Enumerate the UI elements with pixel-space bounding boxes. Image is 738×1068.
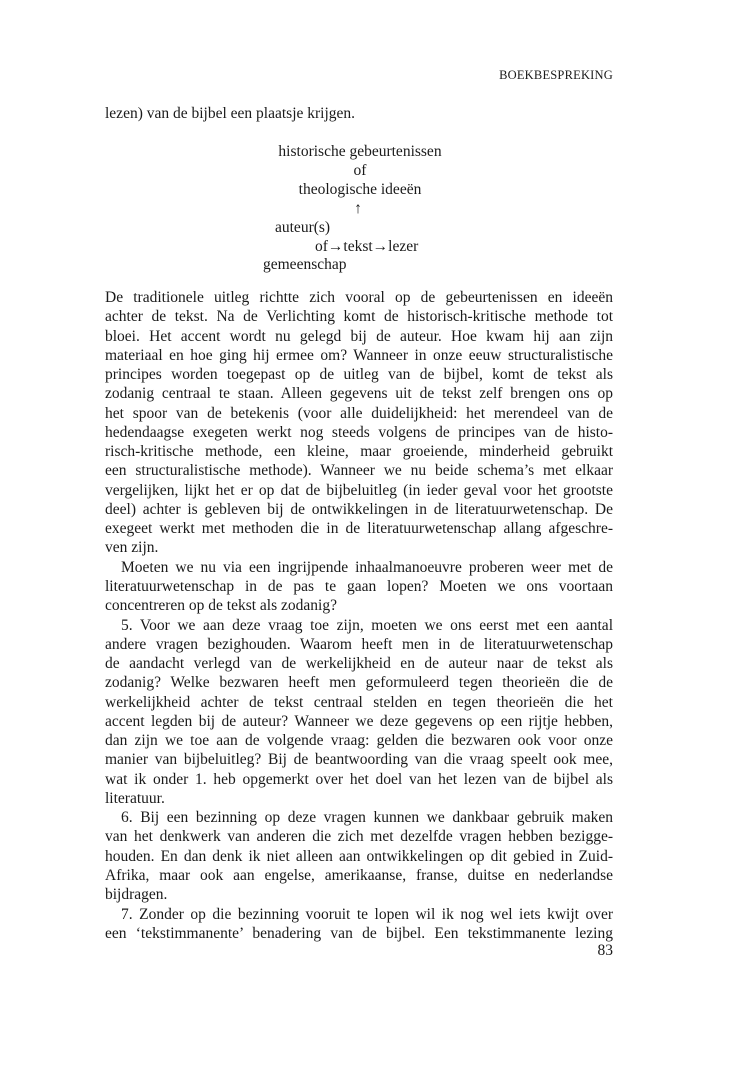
diagram-community: gemeenschap [263, 256, 347, 273]
text-line: wat ik onder 1. heb opgemerkt over het doel van het lezen van de bijbel als [105, 770, 613, 788]
text-line: Afrika, maar ook aan engelse, amerikaanse, franse, duitse en nederlandse [105, 866, 613, 884]
arrow-up-icon: ↑ [354, 200, 362, 217]
text-line: De traditionele uitleg richtte zich vooral op de gebeurtenissen en ideeën [105, 289, 613, 306]
diagram-text-reader: of→tekst→lezer [315, 238, 419, 255]
text-line: de aandacht verlegd van de werkelijkheid en de auteur naar de tekst als [105, 655, 613, 673]
text-line: principes worden toegepast op de uitleg van de bijbel, komt de tekst als [105, 366, 613, 384]
text-line: een structuralistische methode). Wanneer we nu beide schema’s met elkaar [105, 462, 613, 480]
text-line: deel) achter is gebleven bij de ontwikkelingen in de literatuurwetenschap. De [105, 500, 613, 518]
text-line: ven zijn. [105, 539, 159, 557]
text-line: risch-kritische methode, een kleine, maar groeiende, minderheid gebruikt [105, 443, 613, 461]
page-number: 83 [597, 942, 613, 959]
intro-line: lezen) van de bijbel een plaatsje krijgen. [105, 105, 356, 122]
text-line: dan zijn we toe aan de volgende vraag: gelden die bezwaren ook voor onze [105, 732, 613, 750]
diagram-or-top: of [353, 162, 367, 179]
text-line: manier van bijbeluitleg? Bij de beantwoording van die vraag speelt ook mee, [105, 751, 613, 769]
paragraph [105, 905, 613, 944]
text-line: hedendaagse exegeten werkt nog steeds volgens de principes van de histo- [105, 423, 613, 441]
diagram-theological-ideas: theologische ideeën [298, 181, 422, 198]
body-text [105, 288, 613, 943]
text-line: literatuurwetenschap in de pas te gaan lopen? Moeten we ons voortaan [105, 577, 613, 595]
paragraph [105, 808, 613, 904]
text-line: andere vragen bezighouden. Waarom heeft men in de literatuurwetenschap [105, 635, 613, 653]
diagram-historical-events: historische gebeurtenissen [278, 143, 442, 160]
text-line: het spoor van de betekenis (voor alle duidelijkheid: het merendeel van de [105, 404, 613, 422]
text-line: zodanig? Welke bezwaren heeft men geformuleerd tegen theorieën die de [105, 674, 613, 692]
text-line: Moeten we nu via een ingrijpende inhaalmanoeuvre proberen weer met de [121, 558, 613, 576]
text-line: 5. Voor we aan deze vraag toe zijn, moeten we ons eerst met een aantal [121, 616, 613, 634]
text-line: vergelijken, lijkt het er op dat de bijbeluitleg (in ieder geval voor het grootste [105, 481, 613, 499]
text-line: literatuur. [105, 789, 165, 807]
diagram-author: auteur(s) [275, 219, 331, 236]
text-line: 7. Zonder op die bezinning vooruit te lopen wil ik nog wel iets kwijt over [121, 905, 613, 923]
text-line: exegeet werkt met methoden die in de literatuurwetenschap allang afgeschre- [105, 520, 613, 538]
text-line: achter de tekst. Na de Verlichting komt de historisch-kritische methode tot [105, 308, 613, 326]
text-line: 6. Bij een bezinning op deze vragen kunnen we dankbaar gebruik maken [121, 809, 613, 827]
text-line: bijdragen. [105, 886, 168, 904]
paragraph [105, 558, 613, 616]
running-header: BOEKBESPREKING [499, 68, 613, 82]
text-line: concentreren op de tekst als zodanig? [105, 597, 337, 615]
text-line: een ‘tekstimmanente’ benadering van de bijbel. Een tekstimmanente lezing [105, 924, 613, 942]
text-line: werkelijkheid achter de tekst centraal stelden en tegen theorieën die het [105, 693, 613, 711]
text-line: zodanig centraal te staan. Alleen gegevens uit de tekst zelf brengen ons op [105, 385, 613, 403]
paragraph [105, 616, 613, 809]
text-line: bloei. Het accent wordt nu gelegd bij de auteur. Hoe kwam hij aan zijn [105, 327, 613, 345]
text-line: houden. En dan denk ik niet alleen aan ontwikkelingen op dit gebied in Zuid- [105, 847, 613, 865]
text-line: van het denkwerk van anderen die zich met dezelfde vragen hebben bezigge- [105, 828, 613, 846]
paragraph [105, 288, 613, 558]
text-line: materiaal en hoe ging hij ermee om? Wanneer in onze eeuw structuralistische [105, 346, 613, 364]
text-line: accent legden bij de auteur? Wanneer we deze gegevens op een rijtje hebben, [105, 712, 613, 730]
